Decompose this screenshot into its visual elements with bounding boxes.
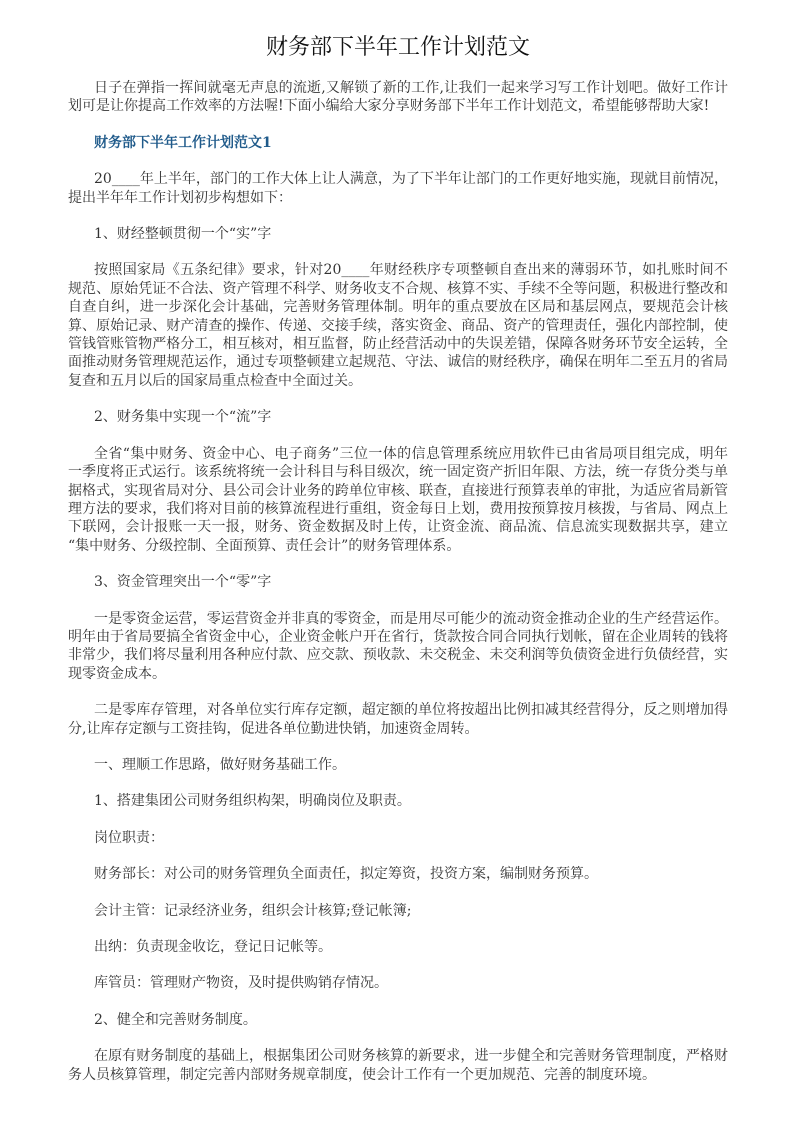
paragraph bbox=[68, 829, 728, 847]
paragraph bbox=[68, 701, 728, 738]
paragraph bbox=[68, 792, 728, 810]
text-line: 面推动财务管理规范运作，通过专项整顿建立起规范、守法、诚信的财经秩序，确保在明年二至五月的省局 bbox=[68, 354, 728, 371]
text-line: 1、搭建集团公司财务组织构架，明确岗位及职责。 bbox=[94, 793, 411, 810]
paragraph bbox=[68, 902, 728, 920]
paragraph bbox=[68, 938, 728, 956]
text-line: 2、健全和完善财务制度。 bbox=[94, 1011, 257, 1028]
text-line: 下联网，会计报账一天一报，财务、资金数据及时上传，让资金流、商品流、信息流实现数据共享，建立 bbox=[68, 519, 728, 536]
text-line: 算、原始记录、财产清查的操作、传递、交接手续，落实资金、商品、资产的管理责任，强化内部控制，使 bbox=[68, 317, 728, 334]
paragraph bbox=[68, 756, 728, 774]
text-line: 理方法的要求，我们将对目前的核算流程进行重组，资金每日上划，费用按预算按月核拨，与省局、网点上 bbox=[68, 500, 728, 517]
text-line: 按照国家局《五条纪律》要求，针对20____年财经秩序专项整顿自查出来的薄弱环节，如扎账时间不 bbox=[94, 262, 728, 279]
paragraph bbox=[68, 573, 728, 591]
paragraph bbox=[68, 974, 728, 992]
text-line: 非常少，我们将尽量利用各种应付款、应交款、预收款、未交税金、未交利润等负债资金进行负债经营，实 bbox=[68, 647, 728, 664]
paragraph bbox=[68, 408, 728, 426]
paragraph bbox=[68, 865, 728, 883]
text-line: 一是零资金运营，零运营资金并非真的零资金，而是用尽可能少的流动资金推动企业的生产经营运作。 bbox=[94, 610, 728, 627]
text-line: 二是零库存管理，对各单位实行库存定额，超定额的单位将按超出比例扣减其经营得分，反之则增加得 bbox=[94, 702, 728, 719]
paragraph bbox=[68, 1047, 728, 1084]
text-line: 务人员核算管理，制定完善内部财务规章制度，使会计工作有一个更加规范、完善的制度环境。 bbox=[68, 1066, 656, 1083]
document-page bbox=[68, 34, 728, 1102]
text-line: 一、理顺工作思路，做好财务基础工作。 bbox=[94, 756, 346, 773]
text-line: 管钱管账管物严格分工，相互核对，相互监督，防止经营活动中的失误差错，保障各财务环节安全运转，全 bbox=[68, 336, 728, 353]
paragraph bbox=[68, 225, 728, 243]
text-line: 日子在弹指一挥间就毫无声息的流逝,又解锁了新的工作,让我们一起来学习写工作计划吧。做好工作计 bbox=[94, 80, 728, 96]
paragraph bbox=[68, 445, 728, 555]
text-line: 在原有财务制度的基础上，根据集团公司财务核算的新要求，进一步健全和完善财务管理制度，严格财 bbox=[94, 1048, 728, 1065]
text-line: 岗位职责： bbox=[94, 829, 164, 846]
text-line: 20____年上半年，部门的工作大体上让人满意，为了下半年让部门的工作更好地实施，现就目前情况， bbox=[94, 171, 728, 188]
text-line: 分,让库存定额与工资挂钩，促进各单位勤进快销，加速资金周转。 bbox=[68, 720, 479, 737]
document-title: 财务部下半年工作计划范文 bbox=[265, 35, 530, 60]
text-line: 自查自纠，进一步深化会计基础，完善财务管理体制。明年的重点要放在区局和基层网点，要规范会计核 bbox=[68, 299, 728, 316]
text-line: 提出半年年工作计划初步构想如下： bbox=[68, 189, 292, 206]
text-line: 会计主管：记录经济业务，组织会计核算;登记帐簿; bbox=[94, 902, 412, 919]
text-line: 全省“集中财务、资金中心、电子商务”三位一体的信息管理系统应用软件已由省局项目组完成，明年 bbox=[94, 445, 728, 462]
text-line: 3、资金管理突出一个“零”字 bbox=[94, 574, 272, 591]
paragraph bbox=[68, 610, 728, 684]
text-line: 财务部下半年工作计划范文1 bbox=[94, 134, 272, 151]
document-body bbox=[68, 79, 728, 1084]
text-line: 现零资金成本。 bbox=[68, 665, 166, 682]
text-line: 据格式，实现省局对分、县公司会计业务的跨单位审核、联查，直接进行预算表单的审批，为适应省局新管 bbox=[68, 482, 728, 499]
text-line: 2、财务集中实现一个“流”字 bbox=[94, 409, 272, 426]
paragraph bbox=[68, 261, 728, 390]
paragraph bbox=[68, 170, 728, 207]
text-line: 库管员：管理财产物资，及时提供购销存情况。 bbox=[94, 975, 388, 992]
text-line: 1、财经整顿贯彻一个“实”字 bbox=[94, 226, 272, 243]
paragraph bbox=[68, 1011, 728, 1029]
text-line: 复查和五月以后的国家局重点检查中全面过关。 bbox=[68, 372, 362, 389]
text-line: 财务部长：对公司的财务管理负全面责任，拟定筹资，投资方案，编制财务预算。 bbox=[94, 866, 598, 883]
text-line: 明年由于省局要搞全省资金中心，企业资金帐户开在省行，货款按合同合同执行划帐，留在企业周转的钱将 bbox=[68, 628, 728, 645]
text-line: 划可是让你提高工作效率的方法喔!下面小编给大家分享财务部下半年工作计划范文，希望能够帮助大家! bbox=[68, 98, 710, 115]
text-line: 出纳：负责现金收讫，登记日记帐等。 bbox=[94, 939, 332, 955]
text-line: 规范、原始凭证不合法、资产管理不科学、财务收支不合规、核算不实、手续不全等问题，积极进行整改和 bbox=[68, 280, 728, 297]
paragraph bbox=[68, 79, 728, 116]
section-heading bbox=[68, 134, 728, 152]
text-line: 一季度将正式运行。该系统将统一会计科目与科目级次，统一固定资产折旧年限、方法，统一存货分类与单 bbox=[68, 464, 728, 481]
text-line: “集中财务、分级控制、全面预算、责任会计”的财务管理体系。 bbox=[68, 537, 461, 554]
